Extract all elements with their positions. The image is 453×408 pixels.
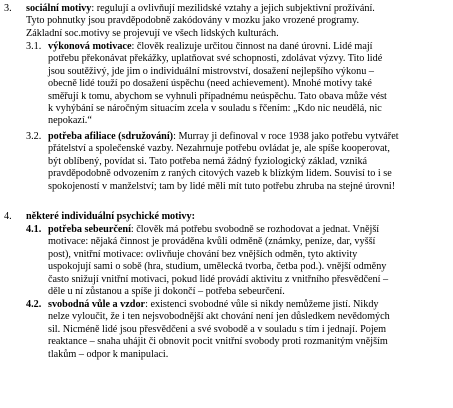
sub-number: 3.1. — [26, 41, 42, 52]
sub-heading: výkonová motivace — [48, 41, 132, 52]
sub-heading: svobodná vůle a vzdor — [48, 299, 146, 310]
sub-number: 4.2. — [26, 299, 42, 310]
sub-text: k vyhýbání se náročným situacím zcela v souladu s řčením: „Kdo nic neudělá, nic — [48, 103, 382, 115]
sub-number: 4.1. — [26, 224, 42, 235]
item-heading: některé individuální psychické motivy — [26, 211, 192, 222]
sub-item-4-1 — [26, 224, 450, 298]
sub-text: : člověk realizuje určitou činnost na dané úrovni. Lidé mají — [131, 41, 373, 52]
sub-text: děle u ní zůstanou a spíše ji dokončí – potřeba sebeurčení. — [48, 286, 285, 298]
sub-number: 3.2. — [26, 131, 42, 142]
sub-item-3-2 — [26, 131, 450, 193]
list-item-4 — [4, 211, 450, 223]
sub-text: jsou soutěživý, jde jim o individuální mistrovství, dosažení nejlepšího výkonu – — [48, 65, 374, 77]
sub-text: motivace: nějaká činnost je prováděna kvůli odměně (známky, peníze, dar, vyšší — [48, 236, 376, 248]
sub-text: post), vnitřní motivace: ovlivňuje chování bez vnějších odměn, tyto aktivity — [48, 248, 358, 260]
sub-text: : člověk má potřebu svobodně se rozhodovat a jednat. Vnější — [130, 224, 380, 235]
sub-text: reaktance – snaha uhájit či obnovit pocit vnitřní svobody proti rozmanitým vnějším — [48, 336, 388, 348]
list-number: 3. — [4, 3, 12, 14]
sub-heading: potřeba sebeurčení — [48, 224, 131, 235]
sub-text: : existenci svobodné vůle si nikdy nemůžeme jistí. Nikdy — [145, 299, 379, 310]
sub-item-4-2 — [26, 299, 450, 361]
sub-text: pravděpodobně odvozením z raných citových vazeb k blízkým lidem. Souvisí to i se — [48, 168, 392, 180]
item-text: : regulují a ovlivňují mezilidské vztahy a jejich subjektivní prožívání. — [91, 3, 375, 14]
sub-text: obecně lidé touží po dosažení úspěchu (need achievement). Mnohé motivy také — [48, 78, 372, 90]
item-text: Základní soc.motivy se projevují ve všech lidských kulturách. — [26, 27, 279, 39]
sub-text: sil. Nicméně lidé jsou přesvědčeni a své svobodě a v souladu s tím i jednají. Pojem — [48, 323, 387, 335]
sub-text: tlakům – odpor k manipulaci. — [48, 348, 169, 360]
sub-heading: potřeba afiliace (sdružování) — [48, 131, 174, 142]
sub-text: směřují k tomu, abychom se vyhnuli případnému neúspěchu. Tato obava může vést — [48, 90, 387, 102]
sub-item-3-1 — [26, 41, 450, 128]
sub-text: nelze vyloučit, že i ten nejsvobodnější akt chování není jen důsledkem nevědomých — [48, 311, 390, 323]
item-heading: sociální motivy — [26, 3, 92, 14]
sub-text: být oblíbený, povídat si. Tato potřeba nemá žádný fyziologický základ, vzniká — [48, 155, 368, 167]
list-number: 4. — [4, 211, 12, 222]
sub-text: nepokazí.“ — [48, 115, 92, 127]
sub-text: potřebu překonávat překážky, uplatňovat své schopnosti, zdolávat výzvy. Tito lidé — [48, 53, 383, 65]
item-heading-colon: : — [191, 211, 195, 222]
sub-text: přátelství a společenské vazby. Nezahrnuje potřebu ovládat je, ale spíše kooperovat, — [48, 143, 390, 155]
sub-text: často snižují vnitřní motivaci, pokud lidé provádí aktivitu z vnitřního přesvědčení – — [48, 273, 389, 285]
sub-text: spokojeností v manželství; tam by lidé měli mít tuto potřebu zhruba na stejné úrovni! — [48, 180, 396, 192]
sub-text: uspokojují sami o sobě (hra, studium, umělecká tvorba, četba pod.). vnější odměny — [48, 261, 387, 273]
list-item-3 — [4, 3, 450, 40]
item-text: Tyto pohnutky jsou pravděpodobně zakódovány v mozku jako vrozené programy. — [26, 15, 360, 27]
sub-text: : Murray ji definoval v roce 1938 jako potřebu vytvářet — [173, 131, 399, 142]
